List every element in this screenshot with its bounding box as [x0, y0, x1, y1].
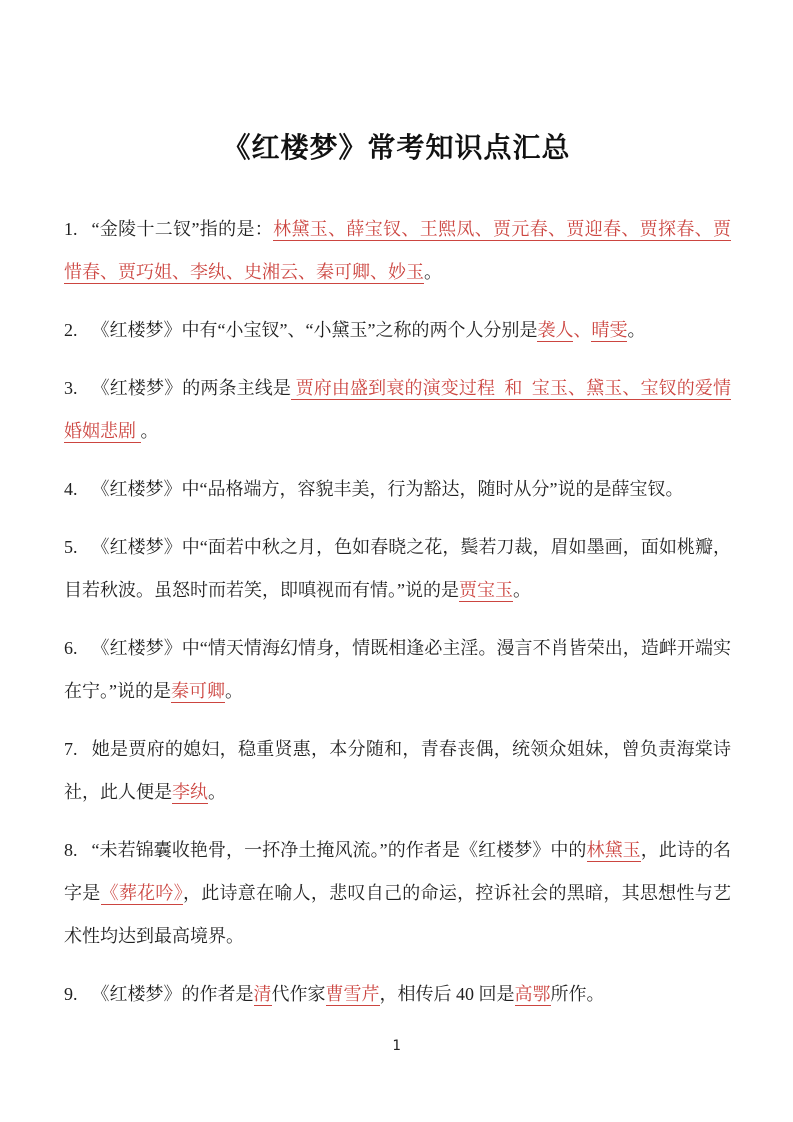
item-number: 9. — [64, 984, 78, 1004]
answer-separator: 、 — [573, 320, 592, 340]
item-number: 2. — [64, 320, 78, 340]
question-item — [64, 309, 731, 352]
question-text: 《红楼梦》中有“小宝钗”、“小黛玉”之称的两个人分别是 — [91, 320, 538, 340]
page-number: 1 — [392, 1038, 401, 1054]
item-number: 8. — [64, 840, 78, 860]
item-number: 1. — [64, 219, 78, 239]
question-item — [64, 468, 731, 511]
answer-text: 曹雪芹 — [325, 984, 380, 1004]
question-item — [64, 829, 731, 958]
question-text: 。 — [140, 421, 159, 441]
item-number: 4. — [64, 479, 78, 499]
answer-text: 秦可卿 — [171, 681, 225, 701]
question-text: 《红楼梦》的作者是 — [91, 984, 254, 1004]
item-number: 5. — [64, 537, 78, 557]
question-text: “未若锦囊收艳骨，一抔净土掩风流。”的作者是《红楼梦》中的 — [91, 840, 587, 860]
question-text: “金陵十二钗”指的是： — [91, 219, 274, 239]
answer-text: 贾宝玉 — [459, 580, 513, 600]
answer-text: 林黛玉 — [586, 840, 641, 860]
question-text: ，此诗的名字是 — [64, 840, 732, 903]
question-item — [64, 627, 731, 713]
question-item — [64, 728, 731, 814]
item-number: 6. — [64, 638, 78, 658]
question-item — [64, 526, 731, 612]
item-number: 7. — [64, 739, 78, 759]
question-text: ，相传后 40 回是 — [379, 984, 515, 1004]
question-item — [64, 973, 731, 1016]
question-text: ，此诗意在喻人，悲叹自己的命运，控诉社会的黑暗，其思想性与艺术性均达到最高境界。 — [64, 883, 732, 946]
question-text: 《红楼梦》中“情天情海幻情身，情既相逢必主淫。漫言不肖皆荣出，造衅开端实在宁。”说的是 — [64, 638, 731, 701]
question-text: 《红楼梦》中“面若中秋之月，色如春晓之花，鬓若刀裁，眉如墨画，面如桃瓣，目若秋波。虽怒时而若笑，即嗔视而有情。”说的是 — [64, 537, 731, 600]
answer-text: 贾府由盛到衰的演变过程 和 宝玉、黛玉、宝钗的爱情婚姻悲剧 — [64, 378, 732, 441]
question-text: 代作家 — [271, 984, 326, 1004]
answer-text: 晴雯 — [591, 320, 628, 340]
answer-text: 清 — [253, 984, 272, 1004]
question-item — [64, 367, 731, 453]
item-number: 3. — [64, 378, 78, 398]
question-text: 。 — [225, 681, 243, 701]
answer-text: 袭人 — [537, 320, 574, 340]
answer-text: 《葬花吟》 — [100, 883, 183, 903]
question-text: 所作。 — [550, 984, 605, 1004]
answer-text: 林黛玉、薛宝钗、王熙凤、贾元春、贾迎春、贾探春、贾惜春、贾巧姐、李纨、史湘云、秦可卿、妙玉 — [64, 219, 732, 282]
answer-text: 高鄂 — [514, 984, 551, 1004]
answer-text: 李纨 — [172, 782, 208, 802]
question-text: 《红楼梦》的两条主线是 — [91, 378, 292, 398]
question-item — [64, 208, 731, 294]
question-text: 。 — [208, 782, 226, 802]
question-text: 。 — [424, 262, 442, 282]
document-body — [0, 168, 793, 1016]
question-text: 。 — [627, 320, 646, 340]
question-text: 《红楼梦》中“品格端方，容貌丰美，行为豁达，随时从分”说的是薛宝钗。 — [91, 479, 684, 499]
page-title: 《红楼梦》常考知识点汇总 — [222, 133, 571, 164]
question-text: 她是贾府的媳妇，稳重贤惠，本分随和，青春丧偶，统领众姐妹，曾负责海棠诗社，此人便是 — [64, 739, 731, 802]
question-text: 。 — [513, 580, 531, 600]
